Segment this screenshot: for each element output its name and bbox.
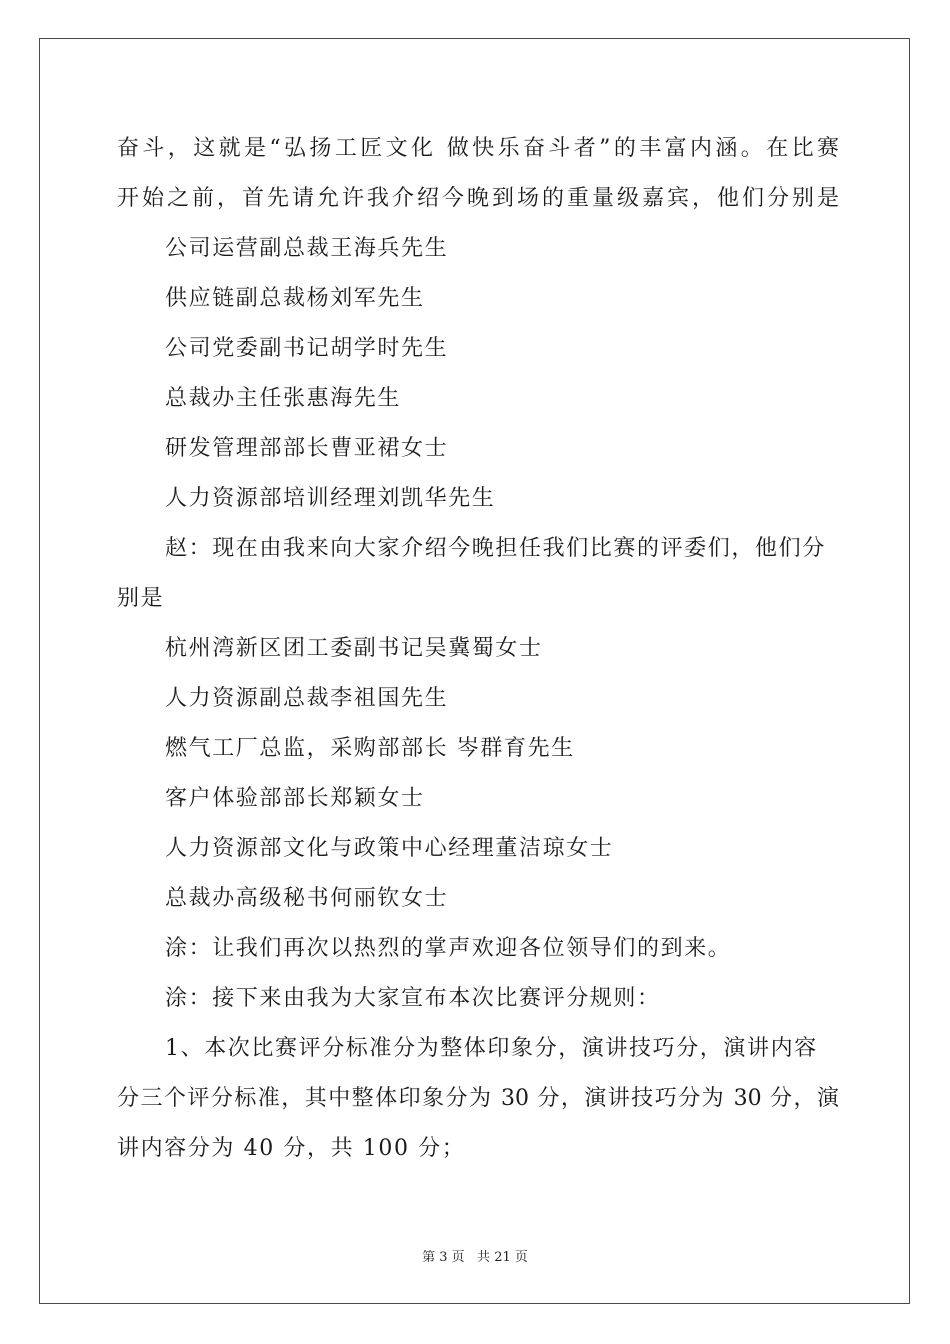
text-line: 涂：让我们再次以热烈的掌声欢迎各位领导们的到来。	[165, 936, 732, 961]
judge-line: 燃气工厂总监，采购部部长 岑群育先生	[165, 736, 575, 761]
guest-line: 供应链副总裁杨刘军先生	[165, 286, 425, 311]
guest-line: 人力资源部培训经理刘凯华先生	[165, 486, 496, 511]
text-line: 开始之前，首先请允许我介绍今晚到场的重量级嘉宾，他们分别是	[117, 186, 839, 211]
text-line: 分三个评分标准，其中整体印象分为 30 分，演讲技巧分为 30 分，演	[117, 1086, 839, 1111]
text-line: 别是	[117, 586, 165, 611]
guest-line: 公司党委副书记胡学时先生	[165, 336, 449, 361]
judge-line: 人力资源副总裁李祖国先生	[165, 686, 449, 711]
judge-line: 杭州湾新区团工委副书记吴冀蜀女士	[165, 636, 543, 661]
text-line: 讲内容分为 40 分，共 100 分；	[117, 1136, 466, 1161]
text-line: 1、本次比赛评分标准分为整体印象分，演讲技巧分，演讲内容	[165, 1036, 818, 1061]
text-line: 涂：接下来由我为大家宣布本次比赛评分规则：	[165, 986, 661, 1011]
guest-line: 总裁办主任张惠海先生	[165, 386, 402, 411]
guest-line: 公司运营副总裁王海兵先生	[165, 236, 449, 261]
judge-line: 总裁办高级秘书何丽钦女士	[165, 886, 449, 911]
guest-line: 研发管理部部长曹亚裙女士	[165, 436, 449, 461]
page-number: 第 3 页 共 21 页	[422, 1250, 528, 1265]
document-body	[117, 124, 839, 1174]
text-line: 赵：现在由我来向大家介绍今晚担任我们比赛的评委们，他们分	[165, 536, 826, 561]
text-line: 奋斗，这就是“弘扬工匠文化 做快乐奋斗者”的丰富内涵。在比赛	[117, 136, 839, 161]
judge-line: 人力资源部文化与政策中心经理董洁琼女士	[165, 836, 614, 861]
judge-line: 客户体验部部长郑颖女士	[165, 786, 425, 811]
